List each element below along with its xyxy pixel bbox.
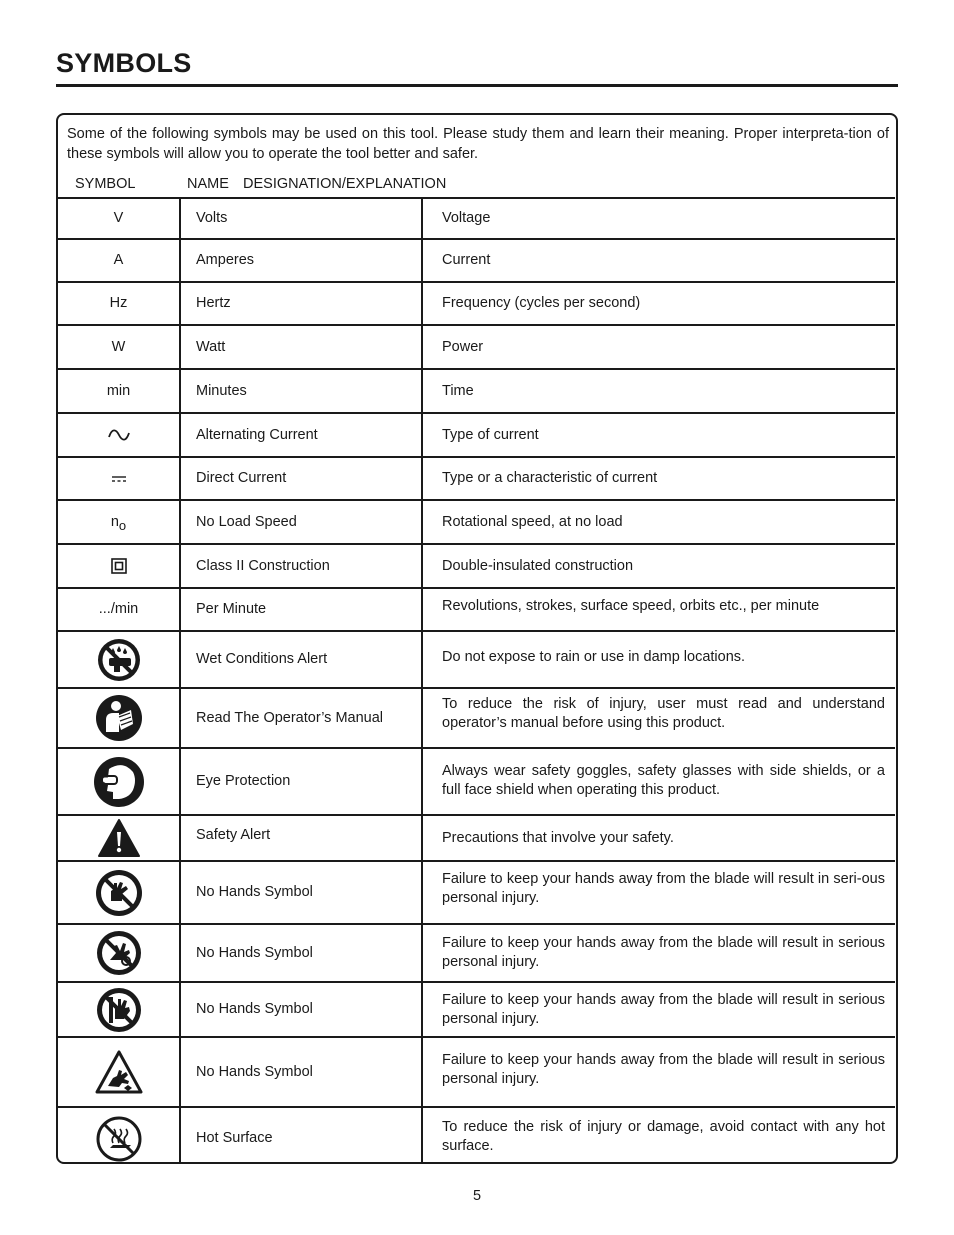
hand-warning-icon <box>95 1050 143 1094</box>
no-hands-icon <box>96 987 142 1033</box>
symbols-table-frame <box>56 113 898 1164</box>
page-title: SYMBOLS <box>56 48 192 78</box>
symbol-cell <box>58 982 180 1037</box>
symbols-table <box>58 197 895 1164</box>
table-row <box>58 815 895 861</box>
table-row <box>58 198 895 239</box>
description-cell: Failure to keep your hands away from the blade will result in serious personal injury. <box>422 982 895 1037</box>
symbol-cell: A <box>58 239 180 282</box>
description-cell: Failure to keep your hands away from the blade will result in serious personal injury. <box>422 924 895 982</box>
wet-conditions-alert-icon <box>96 637 142 683</box>
table-row <box>58 924 895 982</box>
table-row <box>58 1107 895 1164</box>
name-cell: No Hands Symbol <box>180 924 422 982</box>
table-row <box>58 325 895 369</box>
intro-text: Some of the following symbols may be used on this tool. Please study them and learn their meaning. Proper interpreta-tion of these symbols will allow you to operate the tool better and safer. <box>67 126 889 162</box>
symbol-cell: Hz <box>58 282 180 325</box>
description-cell: Double-insulated construction <box>422 544 895 588</box>
name-cell: Wet Conditions Alert <box>180 631 422 688</box>
title-rule <box>56 84 898 87</box>
name-cell: Safety Alert <box>180 815 422 861</box>
direct-current-icon <box>111 475 127 483</box>
name-cell: No Hands Symbol <box>180 861 422 924</box>
symbol-cell: min <box>58 369 180 413</box>
table-row <box>58 748 895 815</box>
symbol-cell <box>58 544 180 588</box>
page-number: 5 <box>472 1188 482 1204</box>
table-row <box>58 1037 895 1107</box>
table-row <box>58 861 895 924</box>
symbol-cell <box>58 1107 180 1164</box>
name-cell: Volts <box>180 198 422 239</box>
symbol-cell <box>58 413 180 457</box>
table-row <box>58 239 895 282</box>
read-manual-icon <box>95 694 143 742</box>
name-cell: No Hands Symbol <box>180 1037 422 1107</box>
table-row <box>58 631 895 688</box>
name-cell: Watt <box>180 325 422 369</box>
name-cell: Read The Operator’s Manual <box>180 688 422 748</box>
table-row <box>58 588 895 631</box>
description-cell: Voltage <box>422 198 895 239</box>
description-cell: Failure to keep your hands away from the blade will result in seri-ous personal injury. <box>422 861 895 924</box>
name-cell: Hot Surface <box>180 1107 422 1164</box>
symbol-cell <box>58 688 180 748</box>
symbol-cell: .../min <box>58 588 180 631</box>
symbol-cell <box>58 500 180 544</box>
description-cell: To reduce the risk of injury, user must read and understand operator’s manual before using this product. <box>422 688 895 748</box>
no-hands-icon <box>96 930 142 976</box>
table-row <box>58 688 895 748</box>
hot-surface-icon <box>96 1116 142 1162</box>
eye-protection-icon <box>93 756 145 808</box>
name-cell: Amperes <box>180 239 422 282</box>
name-cell: Direct Current <box>180 457 422 500</box>
table-row <box>58 457 895 500</box>
description-cell: Rotational speed, at no load <box>422 500 895 544</box>
description-cell: Frequency (cycles per second) <box>422 282 895 325</box>
description-cell: Time <box>422 369 895 413</box>
alternating-current-icon <box>107 428 131 442</box>
description-cell: Power <box>422 325 895 369</box>
description-cell: Always wear safety goggles, safety glasses with side shields, or a full face shield when operating this product. <box>422 748 895 815</box>
symbol-cell <box>58 1037 180 1107</box>
description-cell: Revolutions, strokes, surface speed, orbits etc., per minute <box>422 588 895 631</box>
symbol-cell: V <box>58 198 180 239</box>
table-row <box>58 282 895 325</box>
name-cell: No Hands Symbol <box>180 982 422 1037</box>
symbol-cell <box>58 631 180 688</box>
symbol-cell <box>58 815 180 861</box>
safety-alert-icon <box>97 818 141 858</box>
name-cell: Per Minute <box>180 588 422 631</box>
description-cell: Failure to keep your hands away from the blade will result in serious personal injury. <box>422 1037 895 1107</box>
name-cell: Minutes <box>180 369 422 413</box>
name-cell: Eye Protection <box>180 748 422 815</box>
description-cell: Current <box>422 239 895 282</box>
symbol-cell <box>58 861 180 924</box>
description-cell: Do not expose to rain or use in damp locations. <box>422 631 895 688</box>
symbol-cell <box>58 457 180 500</box>
table-row <box>58 369 895 413</box>
symbol-column-header: SYMBOL <box>75 176 136 192</box>
no-load-speed-symbol: n <box>110 514 119 530</box>
name-cell: Class II Construction <box>180 544 422 588</box>
name-cell: Hertz <box>180 282 422 325</box>
description-cell: Type or a characteristic of current <box>422 457 895 500</box>
description-cell: Precautions that involve your safety. <box>422 815 895 861</box>
symbol-cell <box>58 924 180 982</box>
table-row <box>58 982 895 1037</box>
name-cell: No Load Speed <box>180 500 422 544</box>
name-cell: Alternating Current <box>180 413 422 457</box>
symbol-cell: W <box>58 325 180 369</box>
table-row <box>58 500 895 544</box>
table-row <box>58 544 895 588</box>
class-ii-construction-icon <box>111 558 127 574</box>
description-cell: To reduce the risk of injury or damage, avoid contact with any hot surface. <box>422 1107 895 1164</box>
table-row <box>58 413 895 457</box>
no-hands-icon <box>95 869 143 917</box>
no-load-speed-subscript: o <box>118 518 127 533</box>
symbol-cell <box>58 748 180 815</box>
description-cell: Type of current <box>422 413 895 457</box>
name-column-header: NAME <box>187 176 229 192</box>
designation-column-header: DESIGNATION/EXPLANATION <box>243 176 447 192</box>
